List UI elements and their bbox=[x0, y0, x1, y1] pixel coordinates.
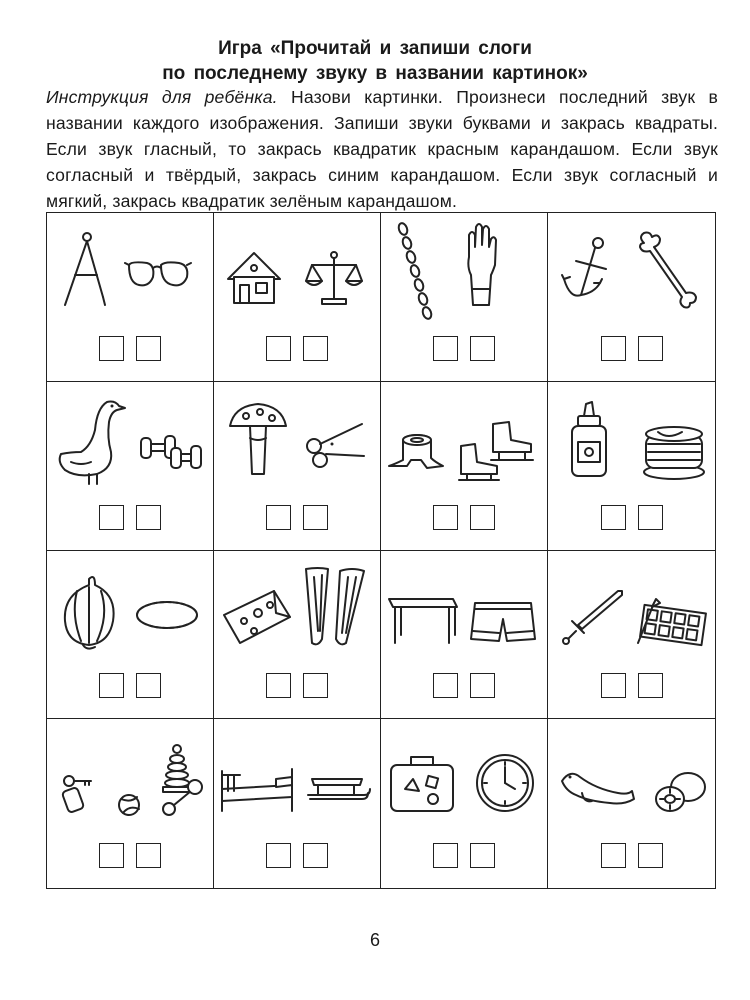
table-icon bbox=[389, 599, 457, 643]
answer-box[interactable] bbox=[470, 336, 495, 361]
answer-box[interactable] bbox=[638, 336, 663, 361]
answer-boxes bbox=[99, 336, 161, 361]
answer-boxes bbox=[433, 673, 495, 698]
answer-box[interactable] bbox=[638, 673, 663, 698]
cell-pictures bbox=[47, 382, 213, 502]
house-icon bbox=[228, 253, 280, 303]
cell-pictures bbox=[214, 213, 380, 333]
cell-pictures bbox=[548, 213, 714, 333]
instruction-body: Назови картинки. Произнеси последний звук в названии каждого изображения. Запиши звуки буквами и закрась квадраты. Если звук гласный, то закрась квадратик красным карандашом. Если звук согласный и твёрдый, закрась синим карандашом. Если звук согласный и мягкий, закрась квадратик зелёным карандашом. bbox=[46, 87, 718, 211]
flippers-icon bbox=[306, 568, 364, 644]
sled-icon bbox=[308, 779, 370, 799]
answer-box[interactable] bbox=[266, 336, 291, 361]
answer-box[interactable] bbox=[136, 673, 161, 698]
title-line-2: по последнему звуку в названии картинок» bbox=[162, 63, 588, 84]
onion-icon bbox=[65, 577, 114, 649]
sunglasses-icon bbox=[125, 262, 191, 285]
compass-icon bbox=[65, 233, 105, 305]
bone-icon bbox=[640, 233, 696, 308]
ball-icon bbox=[119, 795, 139, 815]
skates-icon bbox=[459, 422, 533, 480]
cell-pictures bbox=[381, 382, 547, 502]
answer-box[interactable] bbox=[136, 336, 161, 361]
grid-cell bbox=[47, 551, 214, 720]
answer-boxes bbox=[601, 843, 663, 868]
answer-boxes bbox=[433, 505, 495, 530]
beads-icon bbox=[137, 602, 197, 628]
cell-pictures bbox=[548, 719, 714, 839]
answer-boxes bbox=[99, 843, 161, 868]
stump-icon bbox=[389, 435, 443, 468]
grid-cell bbox=[548, 551, 715, 720]
answer-box[interactable] bbox=[99, 505, 124, 530]
answer-boxes bbox=[266, 336, 328, 361]
title-line-1: Игра «Прочитай и запиши слоги bbox=[218, 38, 532, 59]
bed-icon bbox=[222, 769, 292, 811]
paints-icon bbox=[638, 599, 706, 645]
answer-box[interactable] bbox=[99, 336, 124, 361]
cell-pictures bbox=[47, 551, 213, 671]
answer-box[interactable] bbox=[638, 505, 663, 530]
answer-box[interactable] bbox=[266, 505, 291, 530]
answer-box[interactable] bbox=[303, 505, 328, 530]
cell-pictures bbox=[47, 719, 213, 839]
grid-cell bbox=[47, 382, 214, 551]
answer-boxes bbox=[601, 673, 663, 698]
goose-icon bbox=[60, 401, 125, 484]
answer-box[interactable] bbox=[470, 673, 495, 698]
clock-icon bbox=[477, 755, 533, 811]
answer-box[interactable] bbox=[470, 505, 495, 530]
answer-boxes bbox=[266, 843, 328, 868]
answer-boxes bbox=[601, 505, 663, 530]
suitcase-icon bbox=[391, 757, 453, 811]
pyramid-toy-icon bbox=[163, 745, 191, 792]
answer-boxes bbox=[99, 673, 161, 698]
cell-pictures bbox=[548, 382, 714, 502]
grid-cell bbox=[381, 382, 548, 551]
answer-box[interactable] bbox=[99, 843, 124, 868]
cell-pictures bbox=[214, 382, 380, 502]
answer-boxes bbox=[266, 505, 328, 530]
instruction-text bbox=[46, 84, 718, 214]
answer-box[interactable] bbox=[266, 843, 291, 868]
chain-icon bbox=[397, 222, 433, 320]
answer-boxes bbox=[433, 843, 495, 868]
grid-cell bbox=[214, 551, 381, 720]
answer-box[interactable] bbox=[601, 673, 626, 698]
seal-icon bbox=[562, 774, 634, 804]
grid-cell bbox=[214, 382, 381, 551]
instruction-label: Инструкция для ребёнка. bbox=[46, 87, 278, 107]
answer-box[interactable] bbox=[601, 505, 626, 530]
glove-icon bbox=[468, 224, 496, 305]
cell-pictures bbox=[381, 213, 547, 333]
grid-cell bbox=[381, 213, 548, 382]
answer-box[interactable] bbox=[433, 843, 458, 868]
cell-pictures bbox=[381, 551, 547, 671]
answer-box[interactable] bbox=[470, 843, 495, 868]
answer-box[interactable] bbox=[303, 336, 328, 361]
mushroom-icon bbox=[230, 404, 286, 474]
cell-pictures bbox=[548, 551, 714, 671]
grid-cell bbox=[381, 551, 548, 720]
answer-box[interactable] bbox=[638, 843, 663, 868]
grid-cell bbox=[214, 719, 381, 888]
keys-icon bbox=[62, 776, 91, 813]
answer-box[interactable] bbox=[601, 336, 626, 361]
grid-cell bbox=[47, 719, 214, 888]
anchor-icon bbox=[562, 238, 606, 296]
answer-boxes bbox=[433, 336, 495, 361]
cheese-icon bbox=[224, 591, 290, 643]
answer-box[interactable] bbox=[433, 673, 458, 698]
grid-cell bbox=[548, 719, 715, 888]
dumbbells-icon bbox=[141, 436, 201, 468]
answer-box[interactable] bbox=[433, 336, 458, 361]
answer-box[interactable] bbox=[303, 673, 328, 698]
cell-pictures bbox=[214, 551, 380, 671]
answer-box[interactable] bbox=[303, 843, 328, 868]
answer-box[interactable] bbox=[601, 843, 626, 868]
grid-cell bbox=[214, 213, 381, 382]
answer-box[interactable] bbox=[433, 505, 458, 530]
kiwi-icon bbox=[656, 773, 705, 811]
scissors-icon bbox=[307, 424, 364, 467]
cell-pictures bbox=[214, 719, 380, 839]
answer-box[interactable] bbox=[136, 505, 161, 530]
shorts-icon bbox=[471, 603, 535, 641]
cell-pictures bbox=[47, 213, 213, 333]
grid-cell bbox=[548, 213, 715, 382]
grid-cell bbox=[381, 719, 548, 888]
picture-grid bbox=[46, 212, 716, 889]
cell-pictures bbox=[381, 719, 547, 839]
grid-cell bbox=[47, 213, 214, 382]
answer-boxes bbox=[99, 505, 161, 530]
pancakes-icon bbox=[644, 427, 704, 479]
sword-icon bbox=[563, 591, 622, 644]
grid-cell bbox=[548, 382, 715, 551]
answer-box[interactable] bbox=[266, 673, 291, 698]
answer-boxes bbox=[266, 673, 328, 698]
glue-icon bbox=[572, 402, 606, 476]
answer-boxes bbox=[601, 336, 663, 361]
answer-box[interactable] bbox=[136, 843, 161, 868]
page-number: 6 bbox=[369, 930, 380, 950]
worksheet-title bbox=[0, 36, 750, 86]
answer-box[interactable] bbox=[99, 673, 124, 698]
scales-icon bbox=[306, 252, 362, 304]
